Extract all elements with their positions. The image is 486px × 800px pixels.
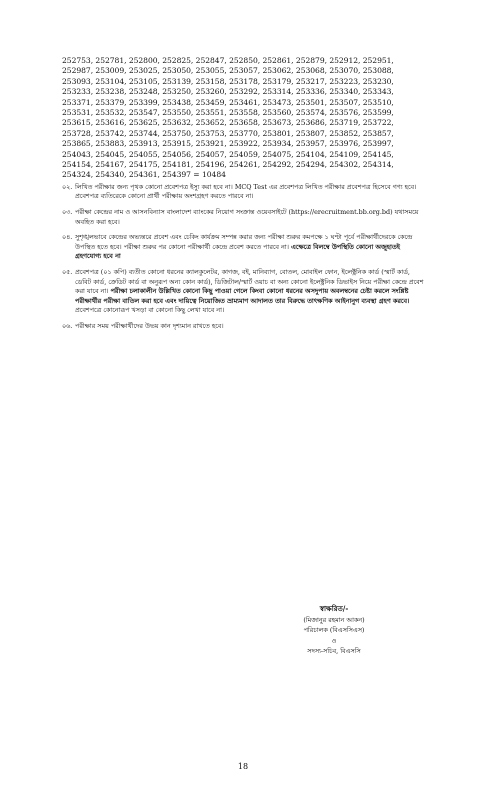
instruction-text: প্রবেশপত্র (০১ কপি) ব্যতীত কোনো ধরনের ক্যালকুলেটর, কাগজ, বই, মানিব্যাগ, বোতল, মোবাইল ফোন, ইলেক্ট্রনিক কার্ড (স্মার্ট কার্ড, ডেবিট কার্ড, ক্রেডিট কার্ড বা অনুরূপ অন্য কোন কার্ড), ডিজিটাল/স্মার্ট ওয়াচ বা অন্য কোনো ইলেক্ট্রনিক ডিভাইস নিয়ে পরীক্ষা কেন্দ্রে প্রবেশ করা যাবে না। <box>75 268 424 296</box>
signature-title: স্বাক্ষরিত/- <box>319 604 349 613</box>
instruction-number: ০২. <box>62 182 73 191</box>
signature-conjunction: ও <box>331 636 337 645</box>
roll-numbers-line: 253615, 253616, 253625, 253632, 253652, 253658, 253673, 253686, 253719, 253722, <box>62 118 394 128</box>
instruction-number: ০৩. <box>62 208 73 217</box>
instruction-item <box>62 268 428 316</box>
roll-numbers-line: 253371, 253379, 253399, 253438, 253459, 253461, 253473, 253501, 253507, 253510, <box>62 97 394 107</box>
roll-numbers-total-line: 254324, 254340, 254361, 254397 = 10484 <box>62 170 226 180</box>
instruction-text: পরীক্ষার সময় পরীক্ষার্থীদের উভয় কান দৃশ্যমান রাখতে হবে। <box>75 322 224 330</box>
roll-numbers-line: 253233, 253238, 253248, 253250, 253260, 253292, 253314, 253336, 253340, 253343, <box>62 87 394 97</box>
roll-numbers-line: 252753, 252781, 252800, 252825, 252847, 252850, 252861, 252879, 252912, 252951, <box>62 56 394 65</box>
instruction-number: ০৪. <box>62 233 73 242</box>
roll-numbers-line: 254043, 254045, 254055, 254056, 254057, 254059, 254075, 254104, 254109, 254145, <box>62 149 394 159</box>
instruction-text: সুশৃঙ্খলভাবে কেন্দ্রের অভ্যন্তরে প্রবেশ এবং চেকিং কার্যক্রম সম্পন্ন করার জন্য পরীক্ষা শুরুর কমপক্ষে ১ ঘণ্টা পূর্বে পরীক্ষার্থীদেরকে কেন্দ্রে উপস্থিত হতে হবে। পরীক্ষা শুরুর পর কোনো পরীক্ষার্থী কেন্দ্রে প্রবেশ করতে পারবে না। <box>75 233 413 251</box>
signature-block <box>274 604 394 657</box>
instruction-bold-text: পরীক্ষা চলাকালীন উল্লিখিত কোনো কিছু পাওয়া গেলে কিংবা কোনো ধরনের অসদুপায় অবলম্বনের চেষ্টা করলে সংশ্লিষ্ট পরীক্ষার্থীর পরীক্ষা বাতিল করা হবে এবং দায়িত্বে নিয়োজিত ভ্রাম্যমাণ আদালত তার বিরুদ্ধে তাৎক্ষণিক আইনানুগ ব্যবস্থা গ্রহণ করবে। <box>75 287 410 305</box>
roll-numbers-block <box>62 56 428 181</box>
instructions-list <box>62 183 428 332</box>
instruction-bold-text: এক্ষেত্রে বিলম্বে উপস্থিতি কোনো অজুহাতই গ্রহণযোগ্য হবে না <box>75 242 400 261</box>
instruction-item <box>62 233 428 262</box>
roll-numbers-line: 254154, 254167, 254175, 254181, 254196, 254261, 254292, 254294, 254302, 254314, <box>62 160 394 170</box>
instruction-text: পরীক্ষা কেন্দ্রের নাম ও আসনবিন্যাস বাংলাদেশ ব্যাংকের নিয়োগ সংক্রান্ত ওয়েবসাইটে (https://erecruitment.bb.org.bd) যথাসময়ে অবহিত করা হবে। <box>75 208 419 226</box>
roll-numbers-line: 253728, 253742, 253744, 253750, 253753, 253770, 253801, 253807, 253852, 253857, <box>62 128 394 138</box>
roll-numbers-line: 252987, 253009, 253025, 253050, 253055, 253057, 253062, 253068, 253070, 253088, <box>62 66 394 76</box>
instruction-item <box>62 322 428 332</box>
instruction-number: ০৫. <box>62 268 73 277</box>
instruction-number: ০৬. <box>62 322 73 330</box>
roll-numbers-line: 253093, 253104, 253105, 253139, 253158, 253178, 253179, 253217, 253223, 253230, <box>62 76 394 86</box>
roll-numbers-line: 253531, 253532, 253547, 253550, 253551, 253558, 253560, 253574, 253576, 253599, <box>62 108 394 118</box>
page-number: 18 <box>237 762 249 771</box>
signatory-name: (মিজানুর রহমান আকন) <box>303 615 365 624</box>
instruction-after-text: প্রবেশপত্রে কোনোরূপ খসড়া বা কোনো কিছু লেখা যাবে না। <box>75 306 225 315</box>
instruction-item <box>62 208 428 227</box>
instruction-text: লিখিত পরীক্ষার জন্য পৃথক কোনো প্রবেশপত্র ইস্যু করা হবে না। MCQ Test এর প্রবেশপত্র লিখিত পরীক্ষার প্রবেশপত্র হিসেবে গণ্য হবে। প্রবেশপত্র ব্যতিরেকে কোনো প্রার্থী পরীক্ষায় অংশগ্রহণ করতে পারবে না। <box>75 182 417 201</box>
instruction-item <box>62 183 428 202</box>
roll-numbers-line: 253865, 253883, 253913, 253915, 253921, 253922, 253934, 253957, 253976, 253997, <box>62 139 394 149</box>
signatory-role: সদস্য-সচিব, বিএসসি <box>307 647 361 655</box>
signatory-designation: পরিচালক (বিএসসিএস) <box>303 626 365 634</box>
